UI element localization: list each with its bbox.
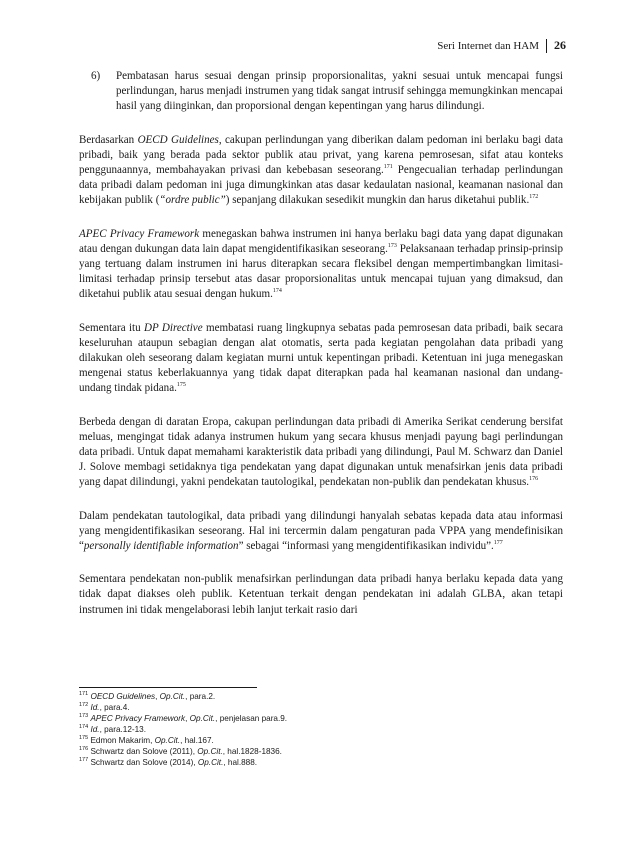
footnote-ref[interactable]: 171 (383, 164, 393, 171)
text-run: Pengecualian terhadap perlindungan data pribadi dalam pedoman ini juga dimungkinkan atas dasar kedaulatan nasional, keamanan nasional dan kebijakan publik ( (79, 164, 563, 207)
paragraph-tautological (79, 509, 563, 555)
footnote-177 (79, 757, 563, 768)
footnote-text: Schwartz dan Solove (2014), (90, 758, 198, 767)
text-run: ” sebagai “informasi yang mengidentifikasikan individu”. (238, 540, 494, 553)
footnote-175 (79, 735, 563, 746)
footnote-text: , hal.1828-1836. (222, 747, 282, 756)
list-marker: 6) (91, 70, 101, 82)
footnote-text: , para.4. (99, 703, 130, 712)
text-run: Berdasarkan (79, 133, 138, 146)
footnote-text: , para.2. (185, 692, 216, 701)
footnote-text: , hal.167. (180, 736, 214, 745)
italic-term: “ordre public” (159, 194, 226, 207)
footnote-text: , (185, 714, 190, 723)
footnote-ref[interactable]: 175 (176, 382, 186, 389)
text-run: Dalam pendekatan tautologikal, data pribadi yang dilindungi hanyalah sebatas kepada data atau informasi yang mengidentifikasikan seseorang. Hal ini tercermin dalam pengaturan pada VPPA yang mendefinisikan “ (79, 509, 563, 553)
body-text (79, 69, 563, 636)
text-run: Sementara itu (79, 321, 145, 334)
text-run: Berbeda dengan di daratan Eropa, cakupan perlindungan data pribadi di Amerika Serikat cenderung bersifat meluas, mengingat tidak adanya instrumen hukum yang secara khusus menjadi payung bagi perlindungan data pribadi. Untuk dapat memahami karakteristik data pribadi yang dilindungi, Paul M. Schwarz dan Daniel J. Solove membagi setidaknya tiga pendekatan yang dapat digunakan untuk menafsirkan jenis data pribadi yang dapat dilindungi, yakni pendekatan tautologikal, pendekatan non-publik dan pendekatan khusus. (79, 415, 563, 489)
paragraph-oecd (79, 133, 563, 209)
footnote-number: 177 (79, 757, 89, 763)
footnote-ref[interactable]: 174 (272, 288, 282, 295)
italic-term: APEC Privacy Framework (79, 227, 200, 240)
footnote-number: 175 (79, 735, 89, 741)
text-run: menegaskan bahwa instrumen ini hanya berlaku bagi data yang dapat digunakan atau dengan dukungan data lain dapat mengidentifikasikan seseorang. (79, 227, 564, 255)
footnote-171 (79, 691, 563, 702)
footnote-number: 174 (79, 724, 89, 730)
footnote-172 (79, 702, 563, 713)
footnote-text: , (155, 692, 160, 701)
paragraph-apec (79, 227, 563, 303)
footnote-number: 173 (79, 713, 89, 719)
footnote-number: 172 (79, 702, 89, 708)
list-item-6 (91, 69, 563, 115)
footnotes (79, 691, 563, 768)
footnote-italic: Op.Cit. (197, 747, 223, 756)
paragraph-us-scope (79, 415, 563, 491)
footnote-ref[interactable]: 173 (387, 242, 397, 249)
footnote-italic: Op.Cit. (154, 736, 181, 745)
footnote-italic: Op.Cit. (159, 692, 186, 701)
footnote-174 (79, 724, 563, 735)
footnote-176 (79, 746, 563, 757)
footnote-number: 171 (79, 691, 89, 697)
list-item-text: Pembatasan harus sesuai dengan prinsip proporsionalitas, yakni sesuai untuk mencapai fungsi perlindungan, harus menjadi instrumen yang tidak sangat intrusif sehingga memungkinkan mencapai hasil yang diinginkan, dan proporsional dengan kepentingan yang harus dilindungi. (116, 70, 563, 113)
text-run: Pelaksanaan terhadap prinsip-prinsip yang tertuang dalam instrumen ini harus diterapkan secara fleksibel dengan mempertimbangkan limitasi-limitasi terhadap prinsip tersebut atas dasar proporsionalitas untuk mencapai tujuan yang dimaksud, dan diketahui publik atau sesuai dengan hukum. (79, 242, 563, 301)
footnote-text: Schwartz dan Solove (2011), (90, 747, 198, 756)
footnote-italic: Op.Cit. (189, 714, 216, 723)
footnote-italic: APEC Privacy Framework (90, 714, 186, 723)
footnote-italic: Id. (90, 703, 100, 712)
page-number: 26 (554, 38, 566, 52)
footnote-ref[interactable]: 176 (529, 476, 539, 483)
footnote-number: 176 (79, 746, 89, 752)
text-run: , cakupan perlindungan yang diberikan dalam pedoman ini berlaku bagi data pribadi, baik yang berada pada sektor publik atau privat, yang karena pemrosesan, sifat atau konteks penggunaannya, membahayakan privasi dan kebebasan seseorang. (79, 133, 563, 177)
text-run: membatasi ruang lingkupnya sebatas pada pemrosesan data pribadi, baik secara keseluruhan ataupun sebagian dengan alat otomatis, serta pada kegiatan pengolahan data pribadi yang dilakukan oleh seseorang dalam kegiatan murni untuk kepentingan pribadi. Ketentuan ini juga menegaskan mengenai status keberlakuannya yang tidak dapat diterapkan pada hal keamanan nasional dan undang-undang tindak pidana. (79, 321, 563, 395)
footnote-text: Edmon Makarim, (90, 736, 155, 745)
footnote-173 (79, 713, 563, 724)
series-title: Seri Internet dan HAM (437, 39, 539, 52)
text-run: Sementara pendekatan non-publik menafsirkan perlindungan data pribadi hanya berlaku kepada data yang tidak dapat diakses oleh publik. Ketentuan terkait dengan pendekatan ini adalah GLBA, akan tetapi instrumen ini tidak mengelaborasi lebih lanjut terkait rasio dari (79, 573, 563, 616)
italic-term: DP Directive (144, 321, 203, 334)
footnote-text: , hal.888. (223, 758, 258, 767)
header-divider (546, 39, 547, 53)
footnote-ref[interactable]: 177 (493, 540, 503, 547)
footnote-text: , para.12-13. (99, 725, 147, 734)
running-header (437, 38, 566, 53)
footnote-italic: OECD Guidelines (90, 692, 156, 701)
footnote-separator (79, 687, 257, 688)
text-run: ) sepanjang dilakukan sesedikit mungkin dan harus diketahui publik. (225, 194, 530, 207)
footnote-text: , penjelasan para.9. (215, 714, 288, 723)
italic-term: personally identifiable information (83, 540, 239, 553)
footnote-italic: Op.Cit. (197, 758, 224, 767)
paragraph-dp-directive (79, 321, 563, 397)
footnote-italic: Id. (90, 725, 100, 734)
footnote-ref[interactable]: 172 (529, 194, 539, 201)
paragraph-non-public (79, 572, 563, 618)
italic-term: OECD Guidelines (137, 133, 219, 146)
